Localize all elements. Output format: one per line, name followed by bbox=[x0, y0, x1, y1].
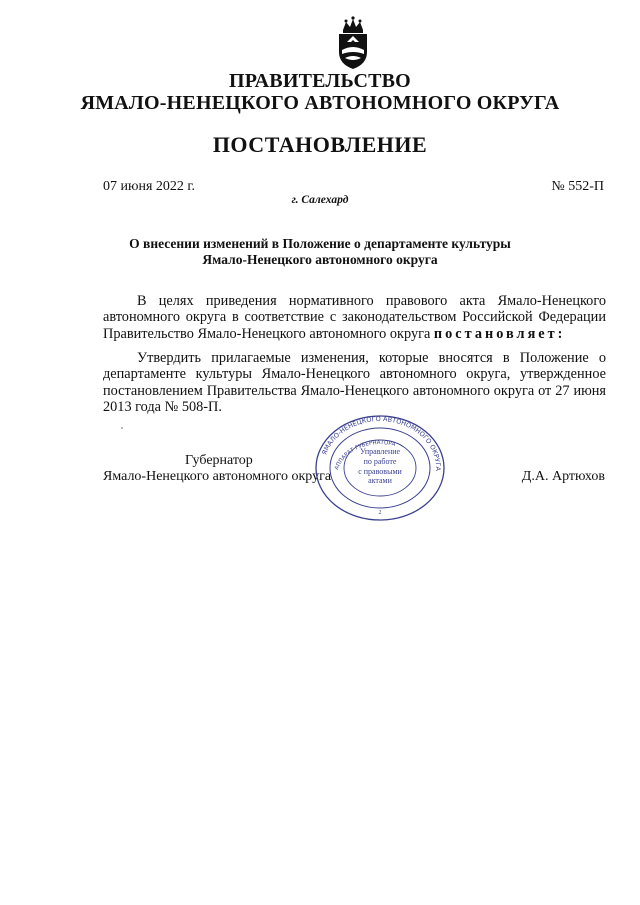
signatory-title: Губернатор bbox=[185, 453, 253, 468]
paragraph-1-text: В целях приведения нормативного правового акта Ямало-Ненецкого автономного округа в соответствие с законодательством Российской Федерации Правительство Ямало-Ненецкого автономного округа bbox=[103, 293, 606, 342]
official-stamp bbox=[314, 414, 446, 522]
document-number: № 552-П bbox=[551, 179, 604, 194]
resolution-word: постановляет bbox=[433, 325, 558, 342]
stamp-line2: по работе bbox=[363, 457, 397, 466]
body-paragraph-2: Утвердить прилагаемые изменения, которые вносятся в Положение о департаменте культуры Ямало-Ненецкого автономного округа, утвержденное постановлением Правительства Ямало-Ненецкого автономного округа от 27 июня 2013 года № 508-П. bbox=[103, 350, 606, 415]
stamp-ring-text: АППАРАТ ГУБЕРНАТОРА bbox=[333, 439, 397, 471]
body-paragraph-1 bbox=[103, 293, 606, 342]
resolution-colon: : bbox=[557, 325, 566, 342]
org-name-line2: ЯМАЛО-НЕНЕЦКОГО АВТОНОМНОГО ОКРУГА bbox=[80, 92, 560, 114]
scan-speck bbox=[121, 427, 123, 429]
document-date: 07 июня 2022 г. bbox=[103, 179, 196, 194]
subject-line2: Ямало-Ненецкого автономного округа bbox=[202, 252, 438, 267]
coat-of-arms-icon bbox=[334, 14, 372, 70]
signatory-name: Д.А. Артюхов bbox=[521, 469, 605, 484]
stamp-line1: Управление bbox=[359, 447, 401, 456]
stamp-number: 2 bbox=[378, 510, 382, 516]
stamp-line3: с правовыми bbox=[358, 467, 402, 476]
document-city: г. Салехард bbox=[291, 194, 349, 206]
document-type: ПОСТАНОВЛЕНИЕ bbox=[212, 132, 428, 157]
stamp-outer-text: ЯМАЛО-НЕНЕЦКОГО АВТОНОМНОГО ОКРУГА bbox=[320, 414, 443, 472]
org-name-line1: ПРАВИТЕЛЬСТВО bbox=[229, 70, 411, 92]
stamp-line4: актами bbox=[368, 476, 392, 485]
subject-line1: О внесении изменений в Положение о департаменте культуры bbox=[129, 236, 511, 251]
signatory-org: Ямало-Ненецкого автономного округа bbox=[103, 469, 332, 484]
